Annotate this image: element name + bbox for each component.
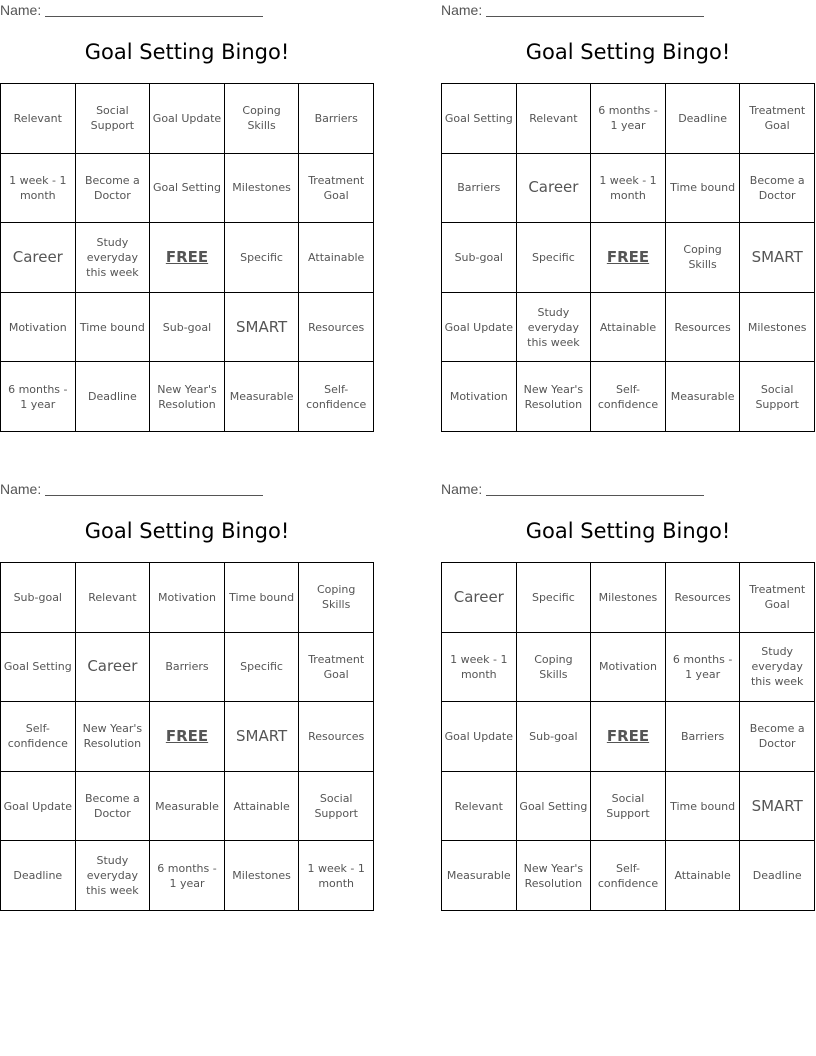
- bingo-grid: [441, 83, 815, 432]
- name-field: [441, 481, 704, 497]
- bingo-cell[interactable]: Self-confidence: [299, 362, 374, 432]
- bingo-cell[interactable]: Study everyday this week: [76, 841, 151, 911]
- bingo-cell[interactable]: Become a Doctor: [740, 154, 815, 224]
- card-title: Goal Setting Bingo!: [525, 40, 731, 64]
- bingo-cell[interactable]: Coping Skills: [517, 633, 592, 703]
- bingo-cell[interactable]: Barriers: [442, 154, 517, 224]
- bingo-cell[interactable]: Goal Update: [442, 702, 517, 772]
- bingo-cell[interactable]: Resources: [299, 293, 374, 363]
- bingo-cell[interactable]: Career: [517, 154, 592, 224]
- bingo-cell[interactable]: Self-confidence: [591, 362, 666, 432]
- bingo-cell[interactable]: Become a Doctor: [76, 772, 151, 842]
- bingo-cell[interactable]: Motivation: [591, 633, 666, 703]
- bingo-cell[interactable]: Social Support: [740, 362, 815, 432]
- bingo-cell[interactable]: Motivation: [150, 563, 225, 633]
- name-label: Name:: [441, 2, 483, 18]
- card-title: Goal Setting Bingo!: [84, 40, 290, 64]
- bingo-cell[interactable]: Career: [76, 633, 151, 703]
- bingo-cell[interactable]: 6 months - 1 year: [150, 841, 225, 911]
- bingo-cell[interactable]: Milestones: [225, 154, 300, 224]
- bingo-card-1: [0, 0, 376, 432]
- bingo-cell[interactable]: Coping Skills: [666, 223, 741, 293]
- bingo-grid: [0, 562, 374, 911]
- bingo-cell[interactable]: Motivation: [442, 362, 517, 432]
- bingo-cell[interactable]: Goal Update: [1, 772, 76, 842]
- bingo-cell[interactable]: 1 week - 1 month: [1, 154, 76, 224]
- bingo-cell[interactable]: Coping Skills: [225, 84, 300, 154]
- bingo-cell[interactable]: Attainable: [591, 293, 666, 363]
- bingo-cell[interactable]: Time bound: [225, 563, 300, 633]
- bingo-grid: [0, 83, 374, 432]
- bingo-cell[interactable]: Goal Setting: [517, 772, 592, 842]
- bingo-cell[interactable]: Barriers: [150, 633, 225, 703]
- bingo-cell[interactable]: Specific: [225, 223, 300, 293]
- free-space-cell[interactable]: FREE: [591, 702, 666, 772]
- bingo-cell[interactable]: Coping Skills: [299, 563, 374, 633]
- bingo-cell[interactable]: Barriers: [299, 84, 374, 154]
- bingo-cell[interactable]: Goal Setting: [442, 84, 517, 154]
- free-space-cell[interactable]: FREE: [591, 223, 666, 293]
- name-field: [0, 2, 263, 18]
- bingo-cell[interactable]: Self-confidence: [1, 702, 76, 772]
- bingo-cell[interactable]: Attainable: [299, 223, 374, 293]
- bingo-cell[interactable]: 1 week - 1 month: [442, 633, 517, 703]
- bingo-cell[interactable]: Resources: [299, 702, 374, 772]
- bingo-cell[interactable]: Goal Setting: [1, 633, 76, 703]
- name-input-line[interactable]: [45, 4, 263, 17]
- bingo-cell[interactable]: Goal Update: [150, 84, 225, 154]
- free-space-cell[interactable]: FREE: [150, 223, 225, 293]
- bingo-cell[interactable]: Barriers: [666, 702, 741, 772]
- bingo-card-3: [0, 479, 376, 911]
- bingo-cell[interactable]: 1 week - 1 month: [591, 154, 666, 224]
- bingo-cell[interactable]: Measurable: [666, 362, 741, 432]
- bingo-grid: [441, 562, 815, 911]
- bingo-cell[interactable]: SMART: [740, 772, 815, 842]
- card-title: Goal Setting Bingo!: [525, 519, 731, 543]
- bingo-cell[interactable]: Milestones: [740, 293, 815, 363]
- bingo-cell[interactable]: Treatment Goal: [740, 563, 815, 633]
- bingo-cell[interactable]: Career: [1, 223, 76, 293]
- name-field: [441, 2, 704, 18]
- bingo-cell[interactable]: Measurable: [442, 841, 517, 911]
- bingo-cell[interactable]: Relevant: [517, 84, 592, 154]
- bingo-cell[interactable]: Deadline: [740, 841, 815, 911]
- name-input-line[interactable]: [486, 483, 704, 496]
- bingo-cell[interactable]: Milestones: [225, 841, 300, 911]
- bingo-card-4: [441, 479, 816, 911]
- bingo-cell[interactable]: Specific: [225, 633, 300, 703]
- bingo-cell[interactable]: Measurable: [225, 362, 300, 432]
- bingo-cell[interactable]: Sub-goal: [150, 293, 225, 363]
- name-label: Name:: [441, 481, 483, 497]
- bingo-cell[interactable]: Time bound: [666, 154, 741, 224]
- name-input-line[interactable]: [45, 483, 263, 496]
- bingo-cell[interactable]: Time bound: [666, 772, 741, 842]
- bingo-cell[interactable]: Relevant: [76, 563, 151, 633]
- bingo-cell[interactable]: Social Support: [76, 84, 151, 154]
- name-field: [0, 481, 263, 497]
- bingo-cell[interactable]: Specific: [517, 563, 592, 633]
- bingo-cell[interactable]: Attainable: [666, 841, 741, 911]
- bingo-cell[interactable]: SMART: [225, 293, 300, 363]
- bingo-cell[interactable]: Deadline: [1, 841, 76, 911]
- bingo-cell[interactable]: Treatment Goal: [740, 84, 815, 154]
- card-title: Goal Setting Bingo!: [84, 519, 290, 543]
- bingo-cell[interactable]: Sub-goal: [1, 563, 76, 633]
- bingo-cell[interactable]: Specific: [517, 223, 592, 293]
- bingo-cell[interactable]: Sub-goal: [442, 223, 517, 293]
- bingo-cell[interactable]: Measurable: [150, 772, 225, 842]
- bingo-cell[interactable]: Resources: [666, 293, 741, 363]
- bingo-cell[interactable]: Become a Doctor: [76, 154, 151, 224]
- name-input-line[interactable]: [486, 4, 704, 17]
- bingo-cell[interactable]: New Year's Resolution: [517, 841, 592, 911]
- bingo-cell[interactable]: Relevant: [442, 772, 517, 842]
- bingo-cell[interactable]: Deadline: [76, 362, 151, 432]
- bingo-cell[interactable]: Study everyday this week: [76, 223, 151, 293]
- bingo-cell[interactable]: Resources: [666, 563, 741, 633]
- bingo-cell[interactable]: 6 months - 1 year: [591, 84, 666, 154]
- bingo-cell[interactable]: 6 months - 1 year: [1, 362, 76, 432]
- bingo-cell[interactable]: Deadline: [666, 84, 741, 154]
- bingo-cell[interactable]: Treatment Goal: [299, 154, 374, 224]
- bingo-cell[interactable]: New Year's Resolution: [76, 702, 151, 772]
- bingo-cell[interactable]: New Year's Resolution: [150, 362, 225, 432]
- bingo-cell[interactable]: Attainable: [225, 772, 300, 842]
- bingo-cell[interactable]: Study everyday this week: [740, 633, 815, 703]
- bingo-cell[interactable]: Study everyday this week: [517, 293, 592, 363]
- bingo-cell[interactable]: Milestones: [591, 563, 666, 633]
- bingo-cell[interactable]: Social Support: [299, 772, 374, 842]
- bingo-cell[interactable]: Relevant: [1, 84, 76, 154]
- bingo-card-2: [441, 0, 816, 432]
- bingo-cell[interactable]: Social Support: [591, 772, 666, 842]
- bingo-cell[interactable]: Goal Setting: [150, 154, 225, 224]
- bingo-cell[interactable]: 6 months - 1 year: [666, 633, 741, 703]
- bingo-cell[interactable]: Treatment Goal: [299, 633, 374, 703]
- bingo-cell[interactable]: SMART: [225, 702, 300, 772]
- bingo-cell[interactable]: Become a Doctor: [740, 702, 815, 772]
- bingo-cell[interactable]: Motivation: [1, 293, 76, 363]
- name-label: Name:: [0, 2, 42, 18]
- bingo-cell[interactable]: Sub-goal: [517, 702, 592, 772]
- bingo-cell[interactable]: 1 week - 1 month: [299, 841, 374, 911]
- name-label: Name:: [0, 481, 42, 497]
- bingo-cell[interactable]: Time bound: [76, 293, 151, 363]
- bingo-cell[interactable]: New Year's Resolution: [517, 362, 592, 432]
- bingo-cell[interactable]: Self-confidence: [591, 841, 666, 911]
- free-space-cell[interactable]: FREE: [150, 702, 225, 772]
- bingo-cell[interactable]: Goal Update: [442, 293, 517, 363]
- bingo-cell[interactable]: Career: [442, 563, 517, 633]
- bingo-cell[interactable]: SMART: [740, 223, 815, 293]
